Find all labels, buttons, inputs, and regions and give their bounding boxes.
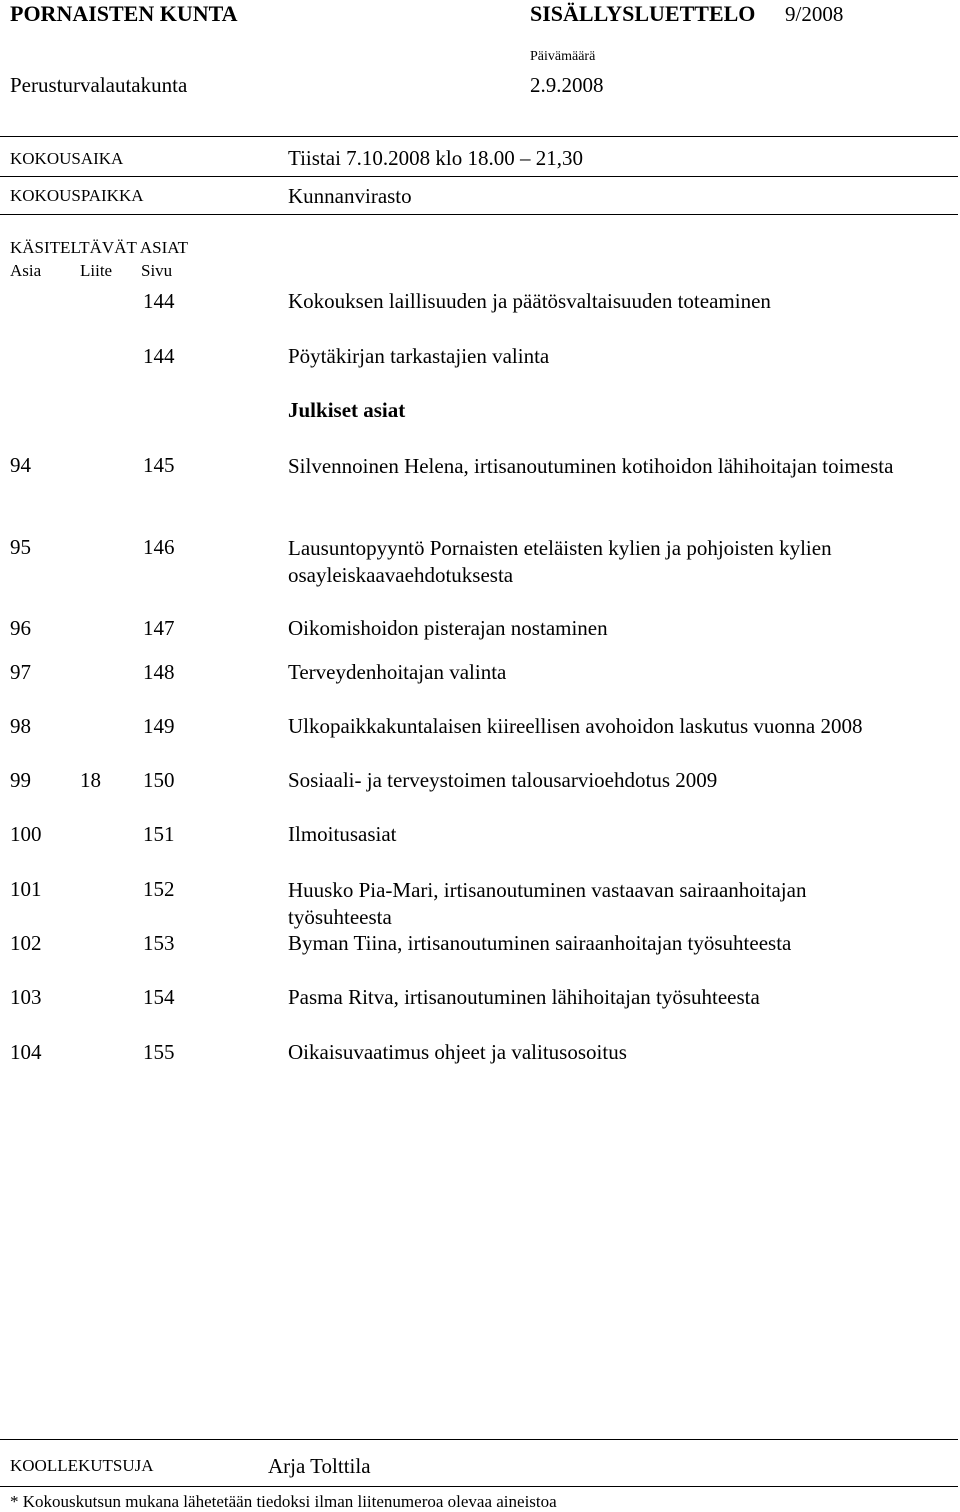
item-asia: 104 (10, 1040, 42, 1064)
item-asia: 96 (10, 616, 31, 640)
date-label: Päivämäärä (530, 49, 596, 64)
meeting-time-label: KOKOUSAIKA (10, 149, 124, 168)
meeting-place-divider (0, 214, 958, 215)
convener-name: Arja Tolttila (268, 1454, 371, 1478)
item-sivu: 152 (143, 877, 175, 901)
municipality-name: PORNAISTEN KUNTA (10, 1, 238, 26)
item-sivu: 147 (143, 616, 175, 640)
item-asia: 98 (10, 714, 31, 738)
item-asia: 94 (10, 453, 31, 477)
pre-item-title: Pöytäkirjan tarkastajien valinta (288, 344, 550, 368)
item-liite: 18 (80, 768, 101, 792)
pre-item-sivu: 144 (143, 344, 175, 368)
item-asia: 100 (10, 822, 42, 846)
item-title: Sosiaali- ja terveystoimen talousarvioehdotus 2009 (288, 768, 718, 792)
pre-item-sivu: 144 (143, 289, 175, 313)
item-sivu: 146 (143, 535, 175, 559)
item-sivu: 145 (143, 453, 175, 477)
item-title: Huusko Pia-Mari, irtisanoutuminen vastaavan sairaanhoitajan työsuhteesta (288, 878, 807, 929)
item-title: Terveydenhoitajan valinta (288, 660, 507, 684)
item-sivu: 149 (143, 714, 175, 738)
item-asia: 102 (10, 931, 42, 955)
item-title: Pasma Ritva, irtisanoutuminen lähihoitajan työsuhteesta (288, 985, 760, 1009)
item-sivu: 154 (143, 985, 175, 1009)
item-sivu: 151 (143, 822, 175, 846)
item-asia: 103 (10, 985, 42, 1009)
item-sivu: 148 (143, 660, 175, 684)
item-title: Ulkopaikkakuntalaisen kiireellisen avohoidon laskutus vuonna 2008 (288, 714, 863, 738)
item-asia: 99 (10, 768, 31, 792)
meeting-place-label: KOKOUSPAIKKA (10, 186, 144, 205)
item-sivu: 155 (143, 1040, 175, 1064)
footer-divider (0, 1439, 958, 1440)
item-title: Oikaisuvaatimus ohjeet ja valitusosoitus (288, 1040, 627, 1064)
item-sivu: 153 (143, 931, 175, 955)
item-title: Ilmoitusasiat (288, 822, 397, 846)
column-sivu-header: Sivu (141, 261, 173, 280)
footer-note-divider (0, 1486, 958, 1487)
document-number: 9/2008 (785, 2, 844, 26)
column-liite-header: Liite (80, 261, 113, 280)
item-title: Byman Tiina, irtisanoutuminen sairaanhoitajan työsuhteesta (288, 931, 792, 955)
meeting-time: Tiistai 7.10.2008 klo 18.00 – 21,30 (288, 146, 584, 170)
meeting-place: Kunnanvirasto (288, 184, 412, 208)
item-asia: 95 (10, 535, 31, 559)
agenda-heading: KÄSITELTÄVÄT ASIAT (10, 238, 189, 257)
section-title: Julkiset asiat (288, 398, 406, 422)
footer-note: * Kokouskutsun mukana lähetetään tiedoksi ilman liitenumeroa olevaa aineistoa (10, 1492, 557, 1511)
column-asia-header: Asia (10, 261, 42, 280)
document-title: SISÄLLYSLUETTELO (530, 1, 756, 26)
item-asia: 101 (10, 877, 42, 901)
convener-label: KOOLLEKUTSUJA (10, 1456, 154, 1475)
meeting-time-divider (0, 176, 958, 177)
committee-name: Perusturvalautakunta (10, 73, 188, 97)
item-title: Lausuntopyyntö Pornaisten eteläisten kylien ja pohjoisten kylien osayleiskaavaehdotuksesta (288, 536, 832, 587)
pre-item-title: Kokouksen laillisuuden ja päätösvaltaisuuden toteaminen (288, 289, 771, 313)
document-date: 2.9.2008 (530, 73, 604, 97)
item-title: Silvennoinen Helena, irtisanoutuminen kotihoidon lähihoitajan toimesta (288, 454, 894, 478)
item-sivu: 150 (143, 768, 175, 792)
header-divider (0, 136, 958, 137)
item-title: Oikomishoidon pisterajan nostaminen (288, 616, 608, 640)
item-asia: 97 (10, 660, 31, 684)
